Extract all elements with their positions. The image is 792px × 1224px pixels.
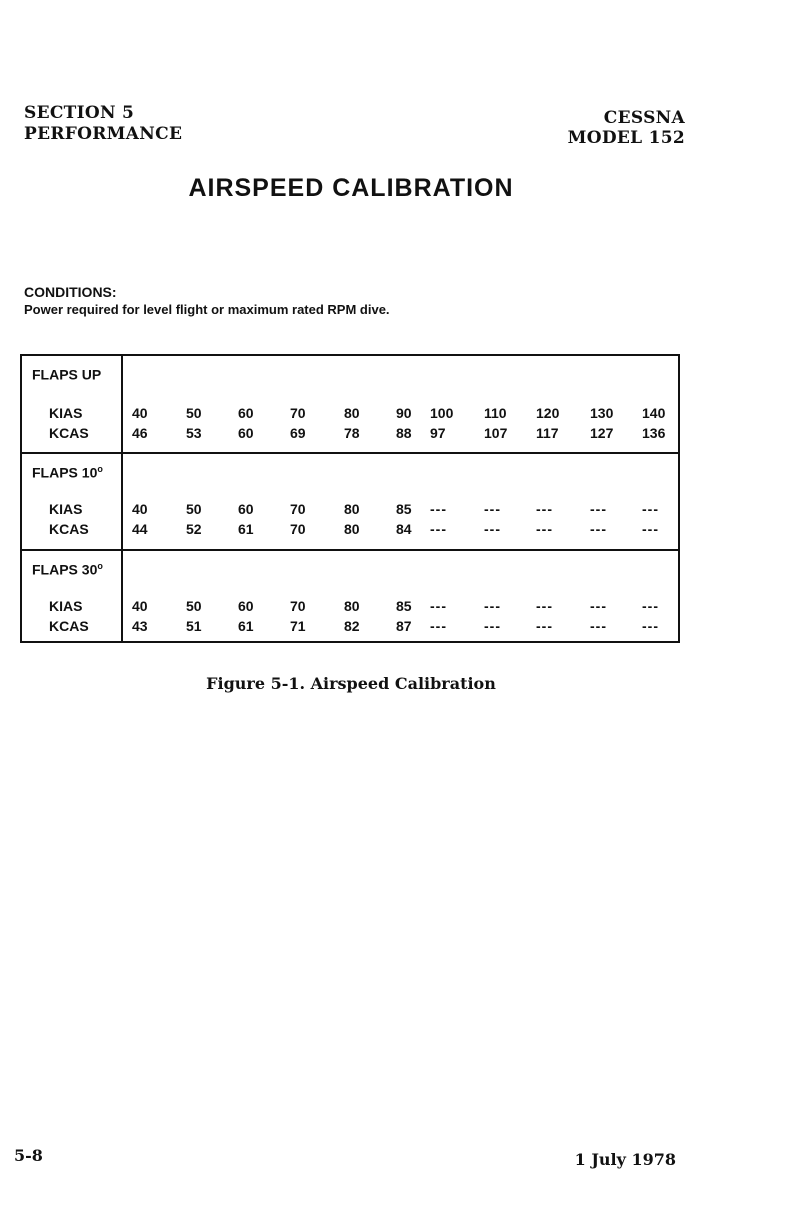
flaps-up-block — [22, 356, 678, 454]
table-cell: 87 — [396, 618, 412, 634]
table-cell: 44 — [132, 521, 148, 537]
model-name: MODEL 152 — [567, 128, 685, 148]
table-cell: --- — [590, 521, 607, 537]
row-label: KCAS — [49, 618, 89, 634]
table-row — [22, 501, 678, 519]
table-cell: 117 — [536, 425, 559, 441]
table-cell: 61 — [238, 618, 254, 634]
table-cell: 60 — [238, 598, 254, 614]
table-cell: 120 — [536, 405, 560, 421]
table-cell: --- — [430, 598, 447, 614]
table-cell: 70 — [290, 501, 306, 517]
table-cell: --- — [536, 521, 553, 537]
table-cell: 69 — [290, 425, 306, 441]
table-cell: 70 — [290, 521, 306, 537]
page-number: 5-8 — [14, 1146, 43, 1165]
table-cell: 52 — [186, 521, 202, 537]
flap-setting-label: FLAPS UP — [32, 366, 102, 383]
flaps-30-block — [22, 551, 678, 641]
table-cell: 80 — [344, 598, 360, 614]
table-cell: 50 — [186, 598, 202, 614]
table-cell: 136 — [642, 425, 666, 441]
table-cell: 130 — [590, 405, 614, 421]
table-cell: 43 — [132, 618, 148, 634]
table-cell: 60 — [238, 501, 254, 517]
table-row — [22, 618, 678, 636]
table-cell: 127 — [590, 425, 614, 441]
row-label: KIAS — [49, 405, 83, 421]
table-row — [22, 425, 678, 443]
flap-setting-label: FLAPS 10$^o$ — [32, 464, 103, 481]
table-cell: --- — [484, 618, 501, 634]
table-cell: 80 — [344, 501, 360, 517]
section-name: PERFORMANCE — [24, 124, 183, 144]
table-cell: --- — [430, 618, 447, 634]
table-cell: 61 — [238, 521, 254, 537]
table-cell: 50 — [186, 405, 202, 421]
flap-setting-label: FLAPS 30$^o$ — [32, 561, 103, 578]
table-cell: 60 — [238, 425, 254, 441]
table-cell: 107 — [484, 425, 508, 441]
section-header — [24, 103, 182, 145]
table-cell: --- — [430, 521, 447, 537]
table-cell: 85 — [396, 598, 412, 614]
section-number: SECTION 5 — [24, 103, 135, 123]
table-cell: --- — [484, 521, 501, 537]
table-cell: --- — [536, 598, 553, 614]
table-cell: 140 — [642, 405, 666, 421]
table-cell: 84 — [396, 521, 412, 537]
table-row — [22, 598, 678, 616]
table-cell: 90 — [396, 405, 412, 421]
table-cell: 71 — [290, 618, 306, 634]
table-cell: 70 — [290, 598, 306, 614]
model-header — [568, 108, 685, 148]
conditions-label: CONDITIONS: — [24, 284, 117, 300]
table-cell: --- — [642, 501, 659, 517]
table-cell: 40 — [132, 405, 148, 421]
row-label: KCAS — [49, 425, 89, 441]
table-cell: --- — [590, 501, 607, 517]
table-cell: 100 — [430, 405, 454, 421]
conditions — [24, 283, 390, 318]
table-cell: --- — [590, 598, 607, 614]
table-cell: --- — [642, 521, 659, 537]
table-cell: 82 — [344, 618, 360, 634]
table-cell: 85 — [396, 501, 412, 517]
table-cell: --- — [590, 618, 607, 634]
table-cell: --- — [536, 501, 553, 517]
flaps-10-block — [22, 454, 678, 551]
table-cell: 53 — [186, 425, 202, 441]
table-cell: --- — [484, 501, 501, 517]
table-cell: 46 — [132, 425, 148, 441]
airspeed-table — [20, 354, 680, 643]
row-label: KIAS — [49, 598, 83, 614]
table-cell: --- — [536, 618, 553, 634]
revision-date: 1 July 1978 — [574, 1150, 676, 1169]
page-title: AIRSPEED CALIBRATION — [188, 174, 514, 202]
table-cell: 40 — [132, 598, 148, 614]
table-cell: 70 — [290, 405, 306, 421]
table-cell: --- — [484, 598, 501, 614]
table-cell: 80 — [344, 405, 360, 421]
table-cell: 60 — [238, 405, 254, 421]
figure-caption: Figure 5-1. Airspeed Calibration — [206, 674, 496, 693]
table-cell: 78 — [344, 425, 360, 441]
table-cell: 110 — [484, 405, 507, 421]
row-label: KIAS — [49, 501, 83, 517]
row-label: KCAS — [49, 521, 89, 537]
table-cell: --- — [642, 618, 659, 634]
table-cell: 80 — [344, 521, 360, 537]
table-cell: 50 — [186, 501, 202, 517]
table-cell: 51 — [186, 618, 202, 634]
table-cell: --- — [430, 501, 447, 517]
table-cell: 88 — [396, 425, 412, 441]
conditions-text: Power required for level flight or maximum rated RPM dive. — [24, 302, 390, 317]
table-row — [22, 405, 678, 423]
table-row — [22, 521, 678, 539]
table-cell: --- — [642, 598, 659, 614]
manufacturer: CESSNA — [603, 108, 685, 128]
table-cell: 40 — [132, 501, 148, 517]
table-cell: 97 — [430, 425, 446, 441]
